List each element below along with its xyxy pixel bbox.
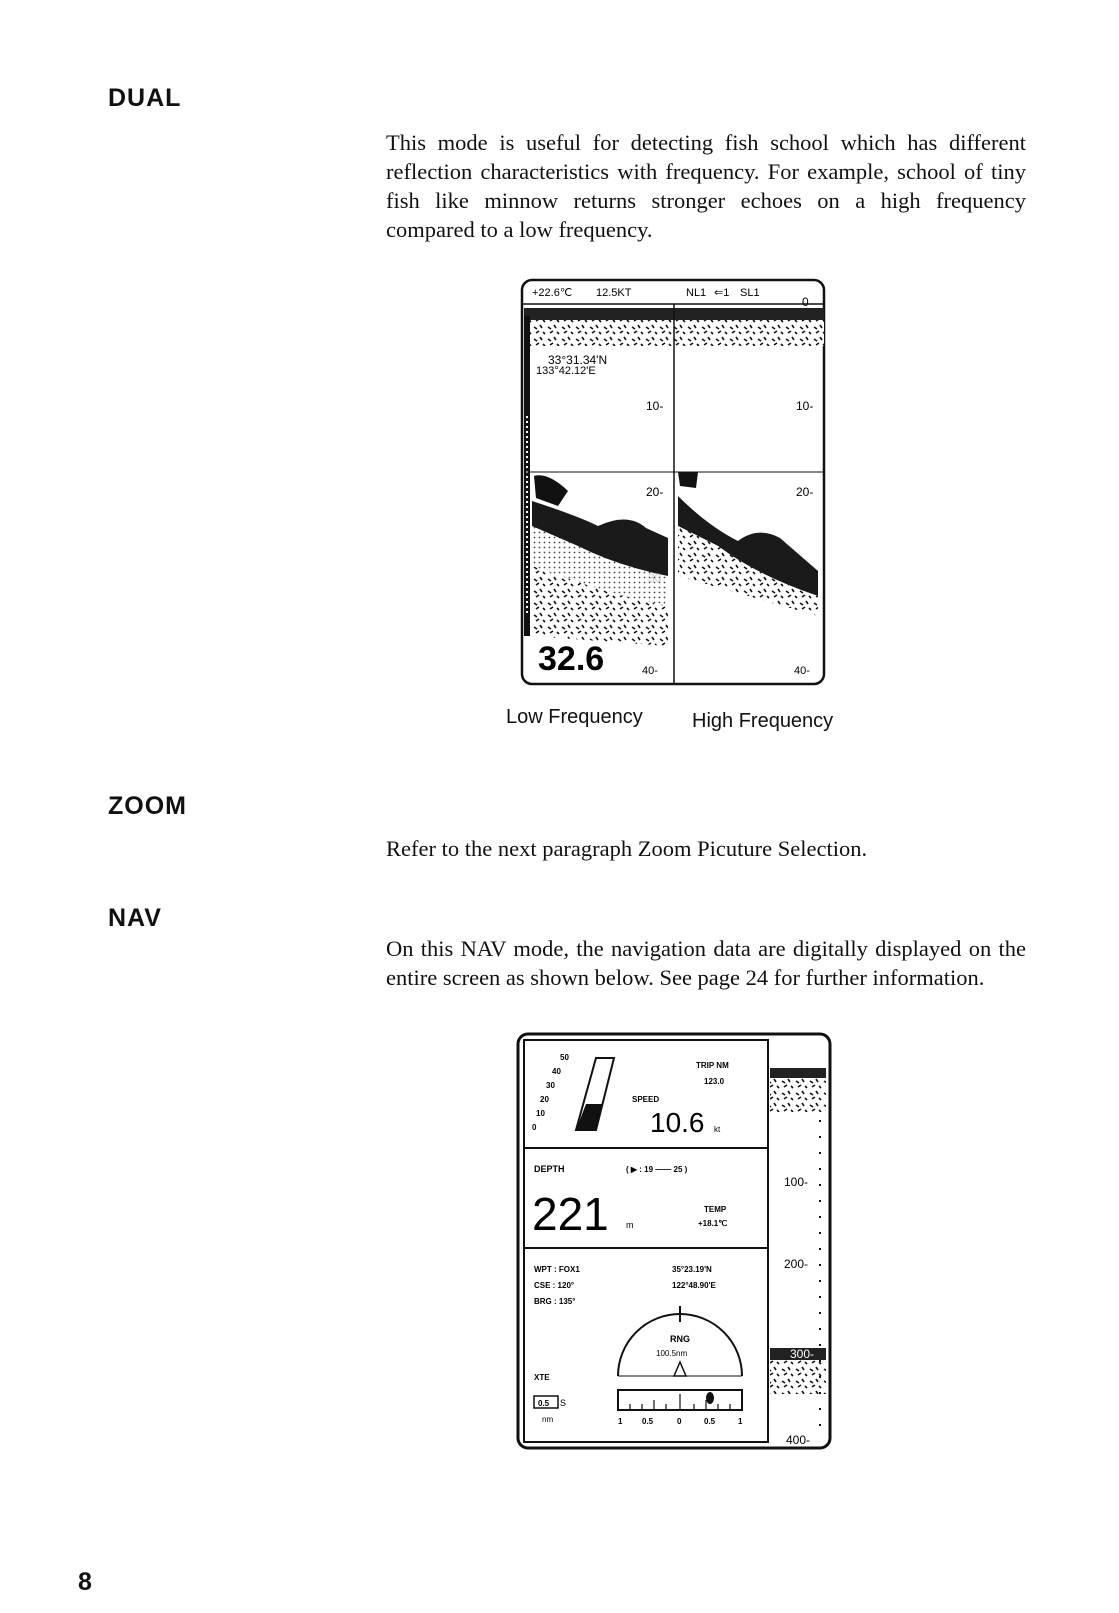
trip-value: 123.0: [704, 1077, 725, 1086]
side-depth-200: 200-: [784, 1257, 809, 1271]
dual-screen-svg: [518, 276, 828, 688]
caption-low-frequency: Low Frequency: [506, 706, 643, 728]
temp-label: TEMP: [704, 1205, 727, 1214]
xte-scale-1-right: 1: [738, 1417, 743, 1426]
dual-header-temp: +22.6℃: [532, 287, 573, 299]
speed-scale-10: 10: [536, 1109, 545, 1118]
dual-lat: 33°31.34'N: [548, 353, 608, 367]
temp-value: +18.1℃: [698, 1219, 728, 1228]
dual-mode-figure: [518, 276, 828, 688]
xte-label: XTE: [534, 1373, 550, 1382]
dual-left-40: 40-: [642, 665, 658, 677]
xte-side: S: [560, 1398, 567, 1408]
dual-header-zero: 0: [802, 295, 809, 309]
xte-value: 0.5: [538, 1399, 550, 1408]
depth-value: 221: [532, 1188, 609, 1240]
zoom-heading: ZOOM: [108, 792, 187, 820]
nav-mode-figure: [514, 1030, 834, 1454]
dual-big-depth: 32.6: [538, 640, 605, 678]
xte-scale-05-right: 0.5: [704, 1417, 716, 1426]
xte-scale-05-left: 0.5: [642, 1417, 654, 1426]
nav-paragraph: On this NAV mode, the navigation data are digitally displayed on the entire screen as shown below. See page 24 for further information.: [386, 936, 1026, 990]
dual-header-nl: NL1: [686, 287, 707, 299]
dual-header-sl: SL1: [740, 287, 760, 299]
speed-unit: kt: [714, 1125, 721, 1134]
depth-label: DEPTH: [534, 1164, 565, 1174]
nav-heading: NAV: [108, 904, 162, 932]
side-depth-300: 300-: [790, 1347, 815, 1361]
speed-scale-0: 0: [532, 1123, 537, 1132]
xte-scale-1-left: 1: [618, 1417, 623, 1426]
brg-text: BRG : 135°: [534, 1297, 576, 1306]
nav-lat: 35°23.19'N: [672, 1265, 712, 1274]
xte-unit: nm: [542, 1415, 554, 1424]
speed-scale-50: 50: [560, 1053, 569, 1062]
dual-lon: 133°42.12'E: [536, 365, 596, 377]
speed-scale-20: 20: [540, 1095, 549, 1104]
nav-lon: 122°48.90'E: [672, 1281, 716, 1290]
speed-value: 10.6: [650, 1107, 705, 1138]
side-depth-400: 400-: [786, 1433, 811, 1447]
wpt-text: WPT : FOX1: [534, 1265, 580, 1274]
dual-paragraph: This mode is useful for detecting fish school which has different reflection characteristics with frequency. For example, school of tiny fish like minnow returns stronger echoes on a high frequency compared to a low frequency.: [386, 130, 1026, 242]
rng-label: RNG: [670, 1334, 690, 1344]
depth-unit: m: [626, 1220, 634, 1230]
speed-scale-30: 30: [546, 1081, 555, 1090]
nav-screen-svg: [514, 1030, 834, 1454]
dual-heading: DUAL: [108, 84, 182, 112]
zoom-paragraph: Refer to the next paragraph Zoom Picuture Selection.: [386, 836, 868, 861]
speed-label: SPEED: [632, 1095, 660, 1104]
dual-right-20: 20-: [796, 485, 814, 499]
dual-left-20: 20-: [646, 485, 664, 499]
dual-seabed-label: 30: [648, 571, 662, 585]
trip-label: TRIP NM: [696, 1061, 729, 1070]
dual-right-40: 40-: [794, 665, 810, 677]
side-depth-100: 100-: [784, 1175, 809, 1189]
dual-right-10: 10-: [796, 399, 814, 413]
xte-scale-0: 0: [677, 1417, 682, 1426]
cse-text: CSE : 120°: [534, 1281, 575, 1290]
page-number: 8: [78, 1568, 92, 1596]
dual-header-speed: 12.5KT: [596, 287, 632, 299]
dual-header-arrow: ⇐1: [714, 287, 730, 299]
depth-range: ( ▶ : 19 —— 25 ): [626, 1165, 688, 1174]
caption-high-frequency: High Frequency: [692, 710, 834, 732]
speed-scale-40: 40: [552, 1067, 561, 1076]
rng-value: 100.5nm: [656, 1349, 688, 1358]
dual-left-10: 10-: [646, 399, 664, 413]
